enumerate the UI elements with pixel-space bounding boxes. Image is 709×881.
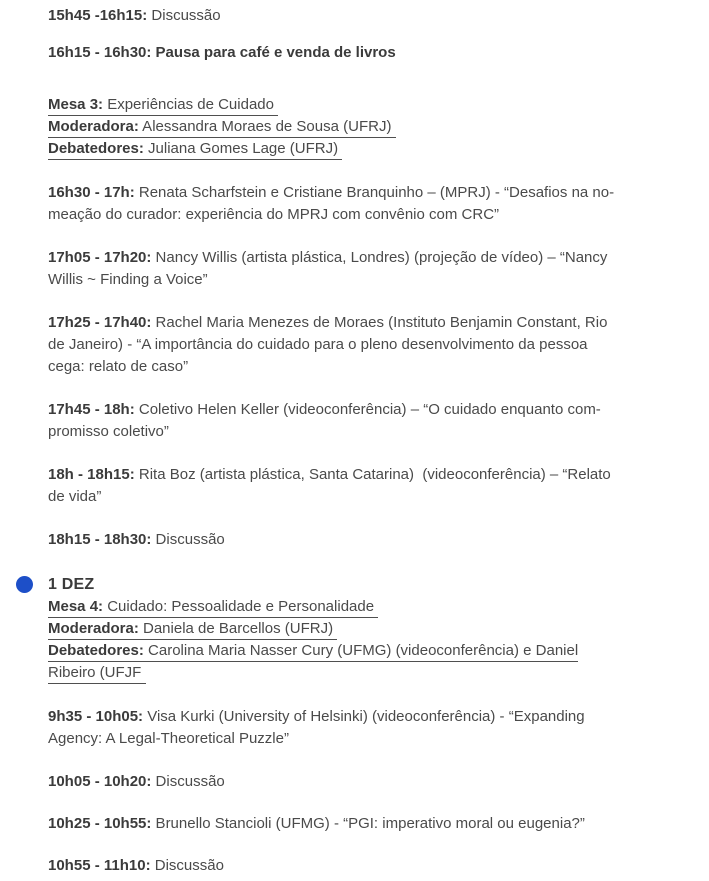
entry-line <box>48 706 689 728</box>
schedule-entry <box>48 5 689 27</box>
entry-line: Willis ~ Finding a Voice” <box>48 271 208 288</box>
mesa-title-text: Cuidado: Pessoalidade e Personalidade <box>103 598 379 615</box>
entry-text: Rachel Maria Menezes de Moraes (Instituto Benjamin Constant, Rio <box>151 314 608 331</box>
schedule-entry <box>48 706 689 750</box>
schedule-entry <box>48 399 689 443</box>
day-marker <box>48 574 689 596</box>
entry-line <box>48 771 689 793</box>
entry-time: 17h05 - 17h20: <box>48 249 152 266</box>
entry-text: Discussão <box>147 7 221 24</box>
entry-text: Discussão <box>151 773 225 790</box>
entry-time: 17h25 - 17h40: <box>48 314 152 331</box>
entry-line: cega: relato de caso” <box>48 358 189 375</box>
entry-time: 10h05 - 10h20: <box>48 773 152 790</box>
entry-time: 18h15 - 18h30: <box>48 531 152 548</box>
day-label: 1 DEZ <box>48 576 95 593</box>
entry-line <box>48 5 689 27</box>
mesa-label: Mesa 3: <box>48 96 104 113</box>
schedule-entry <box>48 312 689 378</box>
schedule-entry <box>48 855 689 877</box>
debaters <box>48 641 578 662</box>
mesa-4-block <box>48 596 689 684</box>
mesa-label: Mesa 4: <box>48 598 104 615</box>
entry-line <box>48 464 689 486</box>
entry-line: promisso coletivo” <box>48 423 169 440</box>
debaters-label: Debatedores: <box>48 642 144 659</box>
entry-time: 18h - 18h15: <box>48 466 135 483</box>
entry-text: Discussão <box>151 531 225 548</box>
schedule-entry <box>48 771 689 793</box>
debaters-label: Debatedores: <box>48 140 144 157</box>
schedule-entry <box>48 529 689 551</box>
moderator-label: Moderadora: <box>48 620 139 637</box>
moderator-line <box>48 116 689 138</box>
entry-time: 10h25 - 10h55: <box>48 815 152 832</box>
entry-line <box>48 312 689 334</box>
moderator-label: Moderadora: <box>48 118 139 135</box>
entry-line <box>48 529 689 551</box>
entry-line <box>48 247 689 269</box>
entry-line <box>48 399 689 421</box>
moderator-name: Alessandra Moraes de Sousa (UFRJ) <box>138 118 396 135</box>
moderator-line <box>48 618 689 640</box>
schedule-entry <box>48 247 689 291</box>
mesa-title-line <box>48 596 689 618</box>
entry-text: Visa Kurki (University of Helsinki) (videoconferência) - “Expanding <box>143 708 585 725</box>
entry-time: 17h45 - 18h: <box>48 401 135 418</box>
entry-line <box>48 813 689 835</box>
cutoff-text-sliver <box>48 876 608 881</box>
debaters-line-2 <box>48 662 689 684</box>
moderator <box>48 619 337 640</box>
mesa-3-block <box>48 94 689 160</box>
entry-text: Brunello Stancioli (UFMG) - “PGI: imperativo moral ou eugenia?” <box>151 815 585 832</box>
mesa-title-text: Experiências de Cuidado <box>103 96 279 113</box>
entry-line: de vida” <box>48 488 102 505</box>
moderator <box>48 117 396 138</box>
debaters-names: Juliana Gomes Lage (UFRJ) <box>143 140 343 157</box>
entry-time: 15h45 -16h15: <box>48 7 148 24</box>
day-bullet-icon <box>16 576 33 593</box>
entry-text: Renata Scharfstein e Cristiane Branquinho – (MPRJ) - “Desafios na no- <box>134 184 615 201</box>
debaters-continued: Ribeiro (UFJF <box>48 663 146 684</box>
debaters-line <box>48 640 689 662</box>
schedule-entry <box>48 464 689 508</box>
entry-time: 16h30 - 17h: <box>48 184 135 201</box>
entry-text: Nancy Willis (artista plástica, Londres) (projeção de vídeo) – “Nancy <box>151 249 608 266</box>
entry-line-bold: 16h15 - 16h30: Pausa para café e venda de livros <box>48 44 396 61</box>
entry-line: de Janeiro) - “A importância do cuidado para o pleno desenvolvimento da pessoa <box>48 336 588 353</box>
mesa-title-line <box>48 94 689 116</box>
debaters-line <box>48 138 689 160</box>
schedule-entry <box>48 182 689 226</box>
entry-time: 10h55 - 11h10: <box>48 857 151 874</box>
entry-text: Discussão <box>150 857 224 874</box>
entry-time: 9h35 - 10h05: <box>48 708 144 725</box>
mesa-title <box>48 597 378 618</box>
schedule-entry <box>48 813 689 835</box>
moderator-name: Daniela de Barcellos (UFRJ) <box>138 620 338 637</box>
schedule-entry <box>48 42 689 64</box>
entry-line: Agency: A Legal-Theoretical Puzzle” <box>48 730 289 747</box>
entry-text: Coletivo Helen Keller (videoconferência) – “O cuidado enquanto com- <box>134 401 601 418</box>
mesa-title <box>48 95 278 116</box>
entry-text: Rita Boz (artista plástica, Santa Catarina) (videoconferência) – “Relato <box>134 466 611 483</box>
debaters-names: Carolina Maria Nasser Cury (UFMG) (videoconferência) e Daniel <box>143 642 579 659</box>
entry-line <box>48 182 689 204</box>
entry-line <box>48 855 689 877</box>
entry-line: meação do curador: experiência do MPRJ com convênio com CRC” <box>48 206 500 223</box>
debaters <box>48 139 342 160</box>
